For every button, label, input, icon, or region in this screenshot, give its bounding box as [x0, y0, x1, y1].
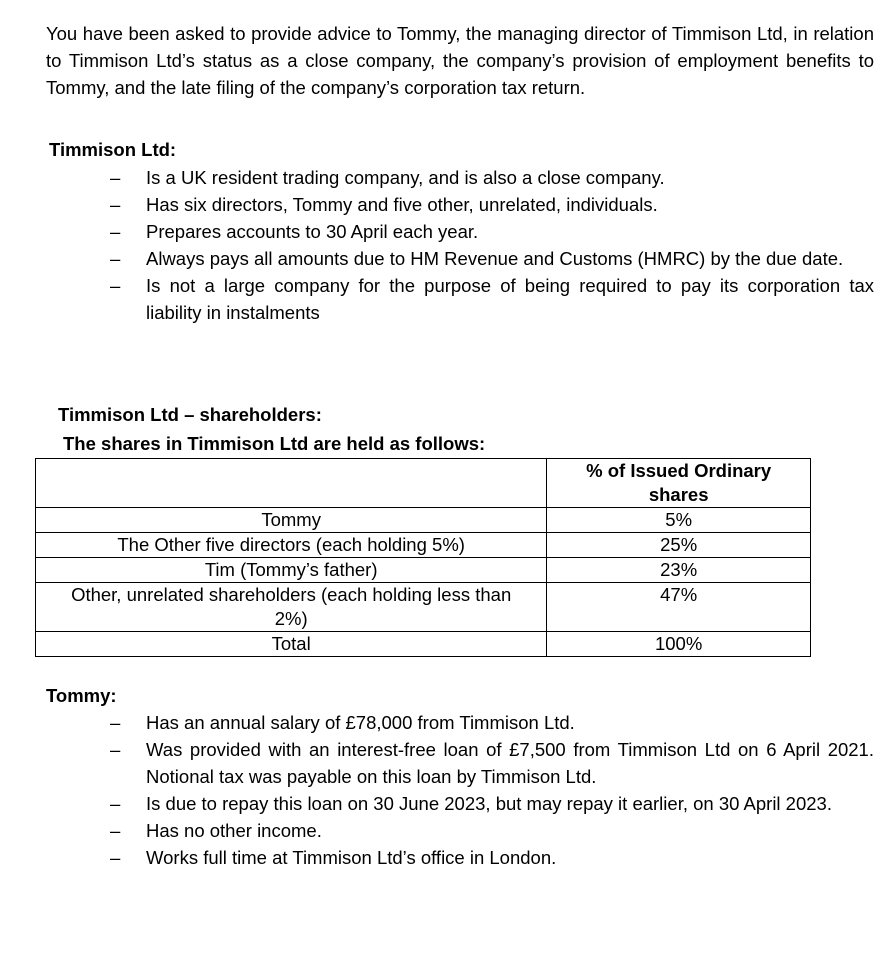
table-row — [36, 508, 811, 533]
dash-bullet-icon: – — [110, 194, 121, 215]
percent-cell: 100% — [547, 632, 811, 657]
list-item: – Always pays all amounts due to HM Revenue and Customs (HMRC) by the due date. — [110, 245, 874, 272]
dash-bullet-icon: – — [110, 820, 121, 841]
dash-bullet-icon: – — [110, 275, 121, 296]
shareholders-table — [35, 458, 811, 657]
table-row — [36, 583, 811, 632]
header-percent: % of Issued Ordinary shares — [547, 459, 811, 508]
list-item: – Was provided with an interest-free loan of £7,500 from Timmison Ltd on 6 April 2021. Notional tax was payable on this loan by Timmison Ltd. — [110, 736, 874, 790]
tommy-facts-list — [110, 709, 874, 871]
dash-bullet-icon: – — [110, 167, 121, 188]
list-item: – Works full time at Timmison Ltd’s office in London. — [110, 844, 874, 871]
list-item: – Is due to repay this loan on 30 June 2023, but may repay it earlier, on 30 April 2023. — [110, 790, 874, 817]
list-item: – Has an annual salary of £78,000 from Timmison Ltd. — [110, 709, 874, 736]
list-item: – Is not a large company for the purpose of being required to pay its corporation tax liability in instalments — [110, 272, 874, 326]
holder-cell: Tommy — [36, 508, 547, 533]
dash-bullet-icon: – — [110, 847, 121, 868]
shareholders-subheading: The shares in Timmison Ltd are held as follows: — [63, 433, 486, 454]
company-heading: Timmison Ltd: — [49, 139, 177, 160]
shareholders-heading: Timmison Ltd – shareholders: — [58, 404, 322, 425]
percent-cell: 47% — [547, 583, 811, 632]
holder-cell: Tim (Tommy’s father) — [36, 558, 547, 583]
dash-bullet-icon: – — [110, 248, 121, 269]
tommy-heading: Tommy: — [46, 685, 117, 706]
list-item: – Prepares accounts to 30 April each year. — [110, 218, 874, 245]
table-row — [36, 558, 811, 583]
intro-paragraph: You have been asked to provide advice to Tommy, the managing director of Timmison Ltd, in relation to Timmison Ltd’s status as a close company, the company’s provision of employment benefits to Tommy, and the late filing of the company’s corporation tax return. — [46, 23, 874, 98]
holder-cell: Total — [36, 632, 547, 657]
percent-cell: 5% — [547, 508, 811, 533]
list-item: – Has no other income. — [110, 817, 874, 844]
dash-bullet-icon: – — [110, 739, 121, 760]
holder-cell: Other, unrelated shareholders (each holding less than 2%) — [36, 583, 547, 632]
percent-cell: 25% — [547, 533, 811, 558]
list-item: – Has six directors, Tommy and five other, unrelated, individuals. — [110, 191, 874, 218]
dash-bullet-icon: – — [110, 793, 121, 814]
holder-cell: The Other five directors (each holding 5%) — [36, 533, 547, 558]
percent-cell: 23% — [547, 558, 811, 583]
dash-bullet-icon: – — [110, 712, 121, 733]
company-facts-list — [110, 164, 874, 326]
table-total-row — [36, 632, 811, 657]
dash-bullet-icon: – — [110, 221, 121, 242]
table-header-row — [36, 459, 811, 508]
header-holder — [36, 459, 547, 508]
table-row — [36, 533, 811, 558]
list-item: – Is a UK resident trading company, and is also a close company. — [110, 164, 874, 191]
